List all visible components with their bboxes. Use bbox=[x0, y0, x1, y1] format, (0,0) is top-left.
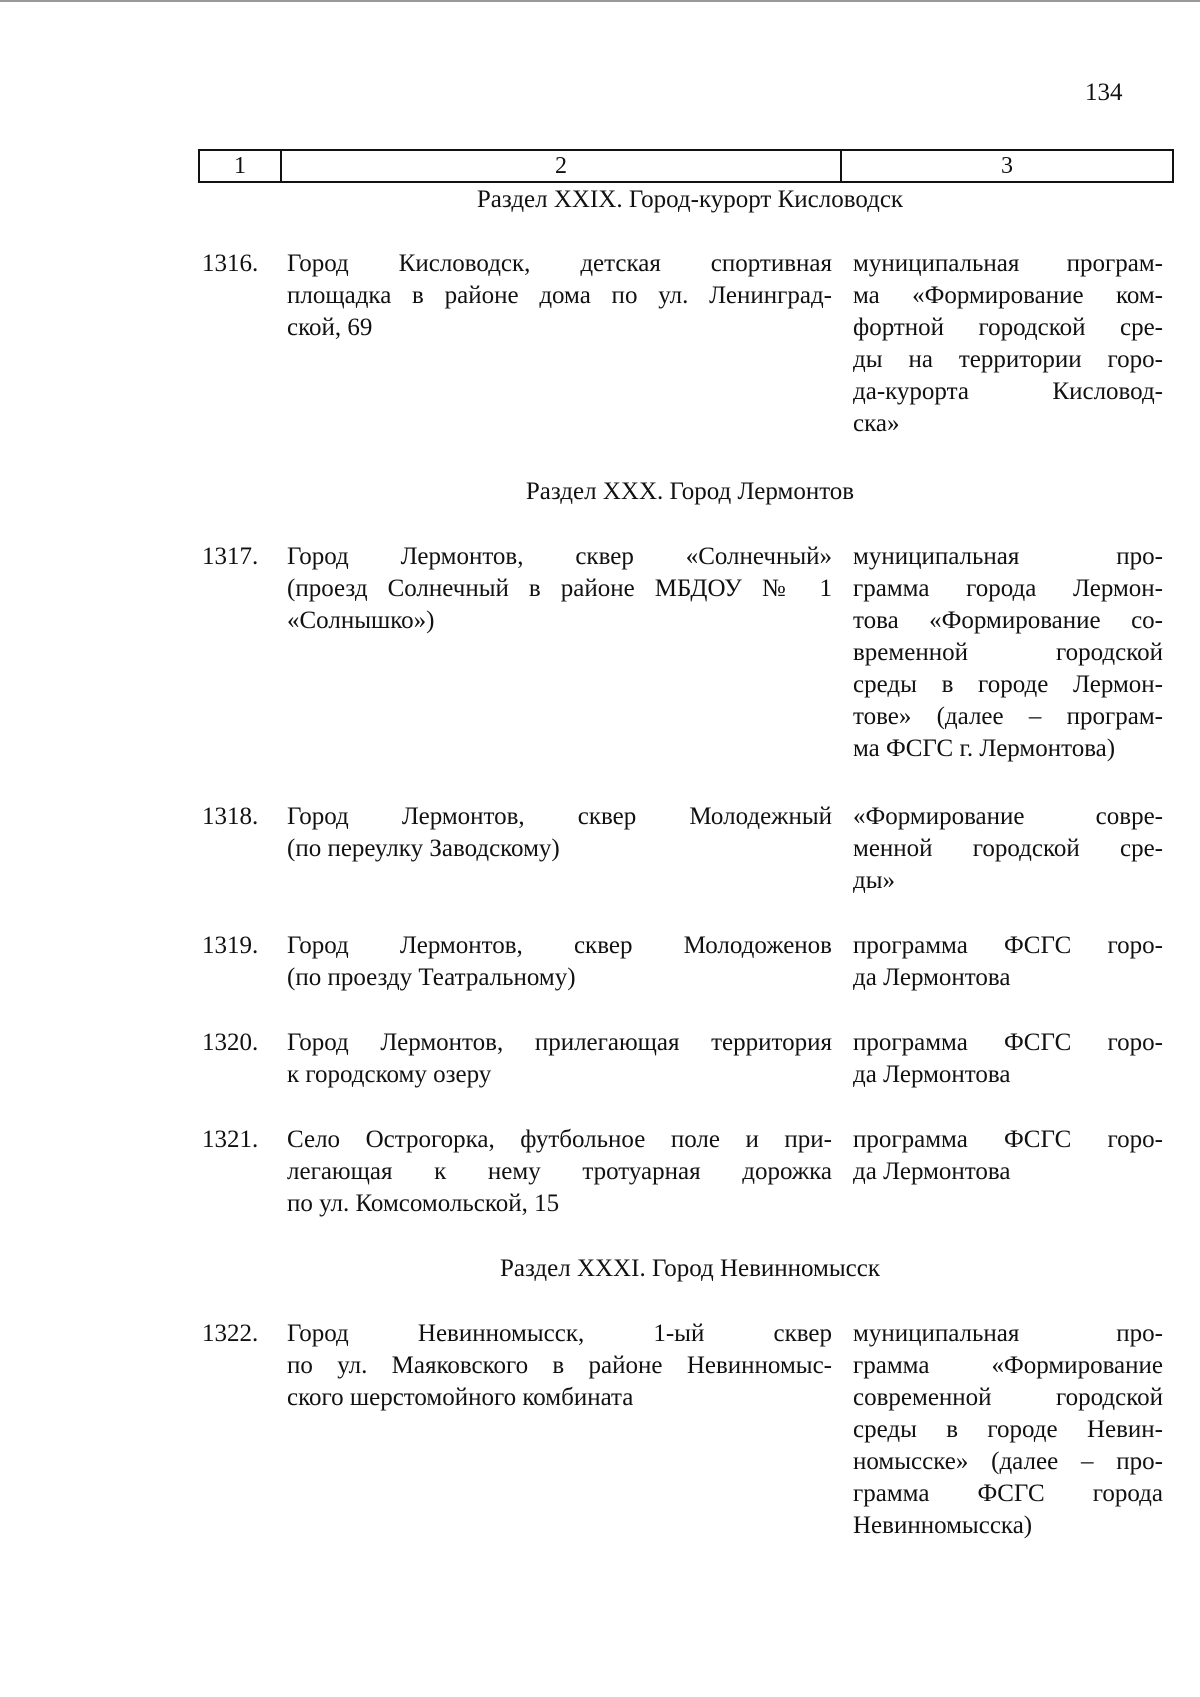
entry-program-line: да Лермонтова bbox=[853, 1061, 1011, 1088]
entry-number: 1321. bbox=[202, 1126, 259, 1153]
entry-description bbox=[287, 801, 832, 865]
entry-description bbox=[287, 930, 832, 994]
entry-description-line: площадка в районе дома по ул. Ленинград- bbox=[287, 282, 832, 309]
entry-program-line: ды на территории горо- bbox=[853, 346, 1163, 373]
column-header-1: 1 bbox=[200, 151, 282, 181]
entry-program bbox=[853, 248, 1163, 440]
entry-program-line: среды в городе Лермон- bbox=[853, 671, 1163, 698]
entry-program bbox=[853, 1027, 1163, 1091]
entry-program-line: программа ФСГС горо- bbox=[853, 932, 1163, 959]
page-number: 134 bbox=[1085, 79, 1123, 106]
entry-description-line: «Солнышко») bbox=[287, 607, 435, 634]
entry-number: 1318. bbox=[202, 803, 259, 830]
entry-program bbox=[853, 801, 1163, 897]
section-title-31: Раздел XXXI. Город Невинномысск bbox=[499, 1255, 881, 1282]
entry-description-line: по ул. Комсомольской, 15 bbox=[287, 1190, 560, 1217]
entry-program bbox=[853, 1124, 1163, 1188]
entry-program-line: программа ФСГС горо- bbox=[853, 1029, 1163, 1056]
entry-number: 1322. bbox=[202, 1320, 259, 1347]
entry-description-line: Город Лермонтов, сквер «Солнечный» bbox=[287, 543, 832, 570]
entry-program-line: грамма «Формирование bbox=[853, 1352, 1163, 1379]
entry-program-line: ды» bbox=[853, 867, 896, 894]
entry-program-line: да Лермонтова bbox=[853, 1158, 1011, 1185]
entry-description-line: к городскому озеру bbox=[287, 1061, 492, 1088]
entry-description bbox=[287, 1027, 832, 1091]
entry-number: 1317. bbox=[202, 543, 259, 570]
section-title-29: Раздел XXIX. Город-курорт Кисловодск bbox=[476, 186, 904, 213]
entry-program bbox=[853, 1318, 1163, 1542]
entry-program bbox=[853, 541, 1163, 765]
entry-description-line: Город Лермонтов, сквер Молодоженов bbox=[287, 932, 832, 959]
entry-description-line: по ул. Маяковского в районе Невинномыс- bbox=[287, 1352, 832, 1379]
entry-description-line: ского шерстомойного комбината bbox=[287, 1384, 634, 1411]
entry-program-line: грамма ФСГС города bbox=[853, 1480, 1163, 1507]
entry-description-line: Село Острогорка, футбольное поле и при- bbox=[287, 1126, 832, 1153]
entry-program-line: номысске» (далее – про- bbox=[853, 1448, 1163, 1475]
column-header-3: 3 bbox=[1001, 153, 1013, 179]
entry-program-line: муниципальная про- bbox=[853, 1320, 1163, 1347]
entry-description-line: ской, 69 bbox=[287, 314, 373, 341]
column-header-2: 2 bbox=[282, 151, 842, 181]
entry-program-line: среды в городе Невин- bbox=[853, 1416, 1163, 1443]
entry-program-line: ма «Формирование ком- bbox=[853, 282, 1163, 309]
entry-program-line: менной городской сре- bbox=[853, 835, 1163, 862]
entry-program-line: това «Формирование со- bbox=[853, 607, 1163, 634]
entry-program-line: муниципальная про- bbox=[853, 543, 1163, 570]
entry-program-line: современной городской bbox=[853, 1384, 1163, 1411]
section-title-30: Раздел XXX. Город Лермонтов bbox=[525, 478, 855, 505]
entry-program-line: тове» (далее – програм- bbox=[853, 703, 1163, 730]
entry-program-line: да Лермонтова bbox=[853, 964, 1011, 991]
entry-program bbox=[853, 930, 1163, 994]
entry-program-line: муниципальная програм- bbox=[853, 250, 1163, 277]
entry-program-line: программа ФСГС горо- bbox=[853, 1126, 1163, 1153]
entry-description bbox=[287, 1124, 832, 1220]
entry-number: 1316. bbox=[202, 250, 259, 277]
entry-program-line: грамма города Лермон- bbox=[853, 575, 1163, 602]
entry-number: 1319. bbox=[202, 932, 259, 959]
entry-description-line: легающая к нему тротуарная дорожка bbox=[287, 1158, 832, 1185]
entry-program-line: ска» bbox=[853, 410, 900, 437]
entry-description-line: Город Лермонтов, сквер Молодежный bbox=[287, 803, 832, 830]
entry-number: 1320. bbox=[202, 1029, 259, 1056]
entry-description-line: (по проезду Театральному) bbox=[287, 964, 576, 991]
entry-description-line: (по переулку Заводскому) bbox=[287, 835, 560, 862]
column-header-row bbox=[198, 149, 1174, 183]
entry-description bbox=[287, 248, 832, 344]
entry-description-line: Город Кисловодск, детская спортивная bbox=[287, 250, 832, 277]
entry-program-line: ма ФСГС г. Лермонтова) bbox=[853, 735, 1116, 762]
entry-description-line: Город Лермонтов, прилегающая территория bbox=[287, 1029, 832, 1056]
entry-description bbox=[287, 541, 832, 637]
entry-program-line: да-курорта Кисловод- bbox=[853, 378, 1163, 405]
entry-description-line: (проезд Солнечный в районе МБДОУ № 1 bbox=[287, 575, 832, 602]
entry-description-line: Город Невинномысск, 1-ый сквер bbox=[287, 1320, 832, 1347]
scan-top-edge bbox=[0, 0, 1200, 2]
entry-program-line: фортной городской сре- bbox=[853, 314, 1163, 341]
entry-program-line: временной городской bbox=[853, 639, 1163, 666]
entry-description bbox=[287, 1318, 832, 1414]
entry-program-line: «Формирование совре- bbox=[853, 803, 1163, 830]
entry-program-line: Невинномысска) bbox=[853, 1512, 1033, 1539]
